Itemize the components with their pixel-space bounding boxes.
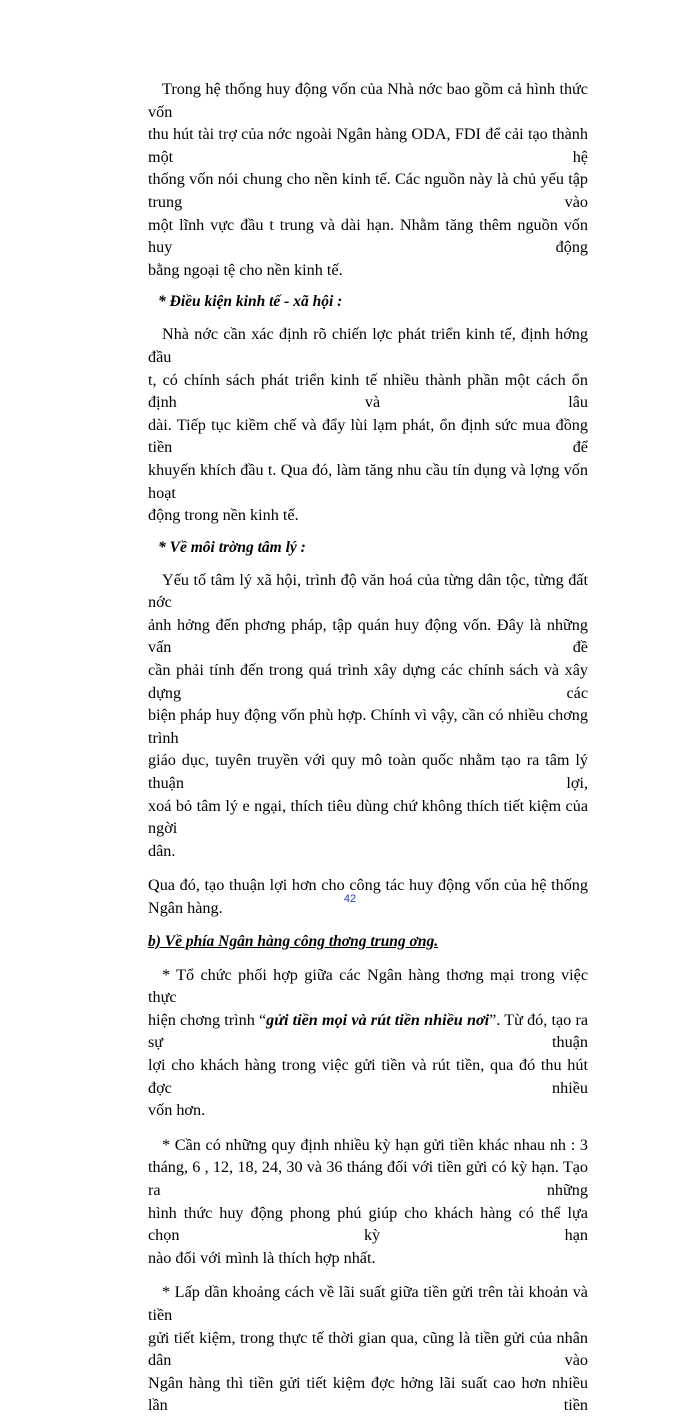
paragraph-gap xyxy=(0,1269,700,1281)
text-line: Yếu tố tâm lý xã hội, trình độ văn hoá của từng dân tộc, từng đất nớc xyxy=(148,570,588,612)
text-line: một lĩnh vực đầu t trung và dài hạn. Nhằm tăng thêm nguồn vốn huy động xyxy=(148,215,588,257)
text-line: biện pháp huy động vốn phù hợp. Chính vì vậy, cần có nhiều chơng trình xyxy=(148,706,588,747)
text-line: Ngân hàng. xyxy=(148,899,223,917)
text-line: dài. Tiếp tục kiềm chế và đẩy lùi lạm phát, ổn định sức mua đồng tiền để xyxy=(148,415,588,457)
text-line xyxy=(148,1009,588,1054)
text-line: thống vốn nói chung cho nền kinh tế. Các nguồn này là chủ yếu tập trung vào xyxy=(148,170,588,211)
text-line: thu hút tài trợ của nớc ngoài Ngân hàng ODA, FDI để cải tạo thành một hệ xyxy=(148,125,588,166)
text-line: giáo dục, tuyên truyền với quy mô toàn quốc nhằm tạo ra tâm lý thuận lợi, xyxy=(148,751,588,793)
text-line: t, có chính sách phát triển kinh tế nhiều thành phần một cách ổn định và lâu xyxy=(148,370,588,412)
heading-psychological-environment: * Về môi trờng tâm lý : xyxy=(158,538,306,556)
text-line: * Cần có những quy định nhiều kỳ hạn gửi tiền khác nhau nh : 3 xyxy=(162,1135,588,1154)
paragraph-6 xyxy=(148,1134,588,1270)
text-line: Nhà nớc cần xác định rõ chiến lợc phát triển kinh tế, định hớng đầu xyxy=(148,325,588,366)
text-line: động trong nền kinh tế. xyxy=(148,506,299,525)
text-line: gửi tiết kiệm, trong thực tế thời gian qua, cũng là tiền gửi của nhân dân vào xyxy=(148,1328,588,1370)
text-line: vốn hơn. xyxy=(148,1101,206,1120)
heading-bank-side: b) Về phía Ngân hàng công thơng trung ơng. xyxy=(148,932,439,950)
program-name: gửi tiền mọi và rút tiền nhiều nơi xyxy=(266,1010,490,1029)
text-line: bằng ngoại tệ cho nền kinh tế. xyxy=(148,260,343,279)
text-line: * Tổ chức phối hợp giữa các Ngân hàng thơng mại trong việc thực xyxy=(148,965,588,1007)
text-line: nào đối với mình là thích hợp nhất. xyxy=(148,1248,376,1267)
paragraph-1 xyxy=(148,78,588,281)
text-line: tháng, 6 , 12, 18, 24, 30 và 36 tháng đối với tiền gửi có kỳ hạn. Tạo ra những xyxy=(148,1158,588,1199)
text-line: Ngân hàng thì tiền gửi tiết kiệm đợc hởng lãi suất cao hơn nhiều lần tiền xyxy=(148,1373,588,1415)
paragraph-gap xyxy=(0,1122,700,1134)
paragraph-gap xyxy=(0,862,700,874)
text-line: Qua đó, tạo thuận lợi hơn cho công tác huy động vốn của hệ thống xyxy=(148,876,588,895)
text-line: lợi cho khách hàng trong việc gửi tiền và rút tiền, qua đó thu hút đợc nhiều xyxy=(148,1055,588,1097)
text-line: xoá bỏ tâm lý e ngại, thích tiêu dùng chứ không thích tiết kiệm của ngời xyxy=(148,796,588,838)
paragraph-2 xyxy=(148,323,588,526)
paragraph-5 xyxy=(148,964,588,1122)
page-content xyxy=(0,78,700,1417)
text-line: khuyến khích đầu t. Qua đó, làm tăng nhu cầu tín dụng và lợng vốn hoạt xyxy=(148,460,588,502)
paragraph-3 xyxy=(148,569,588,863)
text-segment: hiện chơng trình “ xyxy=(148,1010,267,1029)
text-line: * Lấp dần khoảng cách về lãi suất giữa tiền gửi trên tài khoản và tiền xyxy=(148,1283,588,1324)
text-line: hình thức huy động phong phú giúp cho khách hàng có thể lựa chọn kỳ hạn xyxy=(148,1203,588,1245)
text-segment: ”. Từ đó, tạo ra sự thuận xyxy=(148,1010,589,1052)
text-line: ảnh hởng đến phơng pháp, tập quán huy động vốn. Đây là những vấn đề xyxy=(148,615,588,657)
page-number: 42 xyxy=(343,893,357,905)
text-line: dân. xyxy=(148,841,176,860)
text-line: Trong hệ thống huy động vốn của Nhà nớc bao gồm cả hình thức vốn xyxy=(148,80,588,121)
paragraph-7 xyxy=(148,1281,588,1417)
heading-economic-conditions: * Điều kiện kinh tế - xã hội : xyxy=(158,293,343,311)
text-line: cần phải tính đến trong quá trình xây dựng các chính sách và xây dựng các xyxy=(148,661,588,702)
